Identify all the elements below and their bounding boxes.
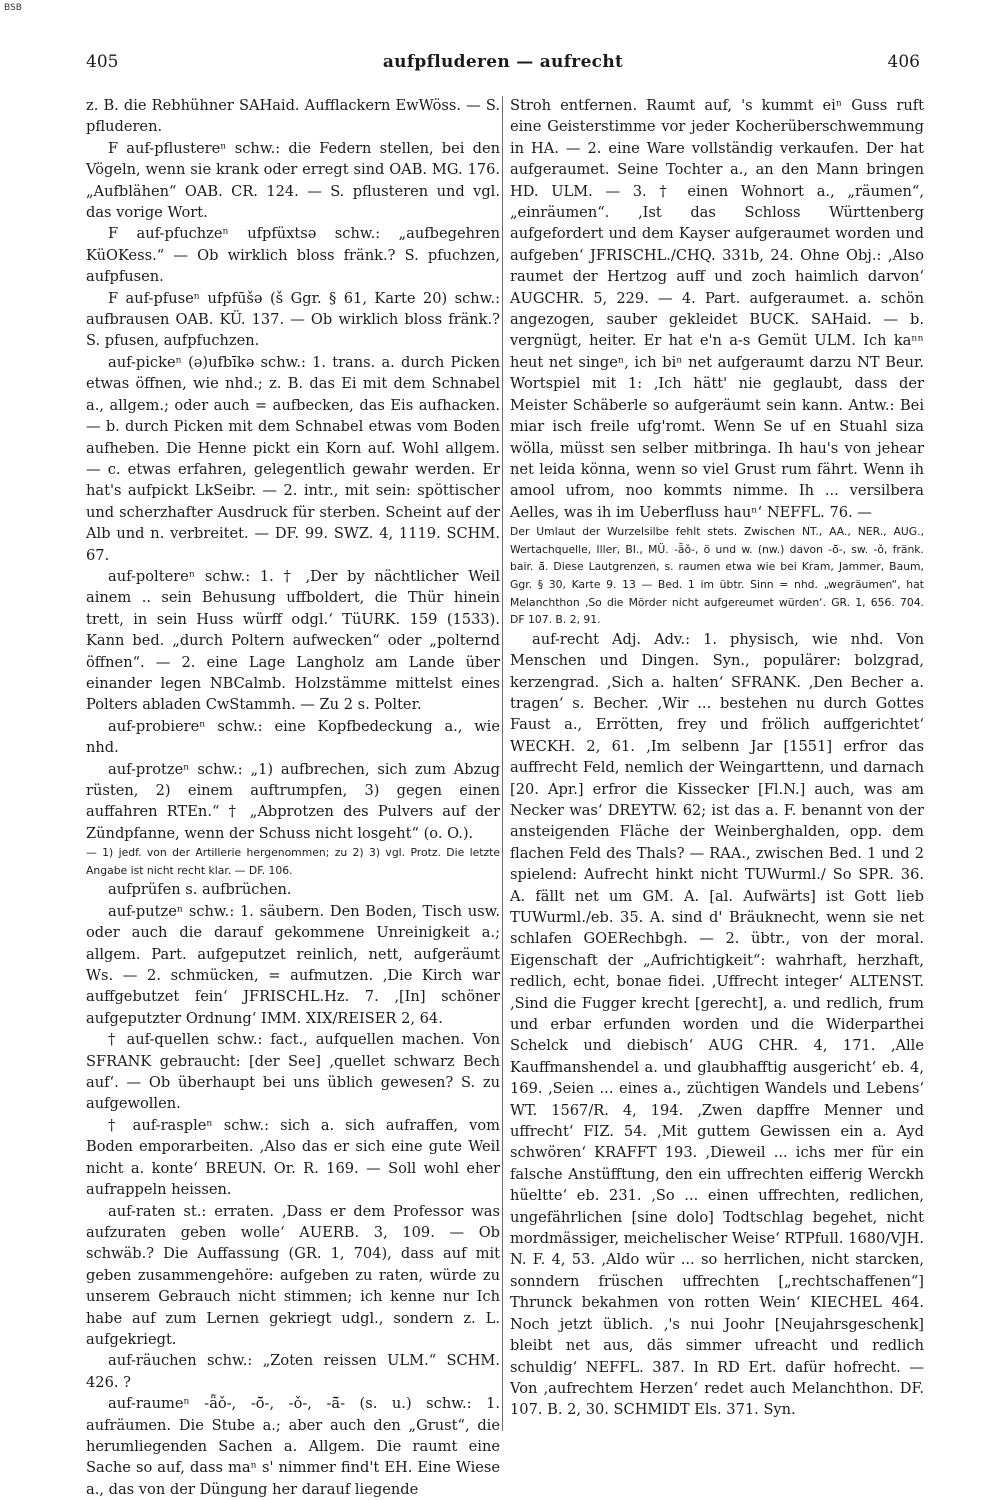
left-column	[86, 95, 500, 1498]
entry: auf-räuchen schw.: „Zoten reissen ULM.“ SCHM. 426. ?	[86, 1352, 500, 1391]
entry-note: — 1) jedf. von der Artillerie hergenommen; zu 2) 3) vgl. Protz. Die letzte Angabe ist nicht recht klar. — DF. 106.	[86, 846, 500, 877]
left-page-number: 405	[86, 52, 119, 72]
entry: F auf-pflustereⁿ schw.: die Federn stellen, bei den Vögeln, wenn sie krank oder erregt sind OAB. MG. 176. „Aufblähen“ OAB. CR. 124. — S. pflusteren und vgl. das vorige Wort.	[86, 139, 500, 222]
entry: auf-raten st.: erraten. ‚Dass er dem Professor was aufzuraten geben wolle‘ AUERB. 3, 109. — Ob schwäb.? Die Auffassung (GR. 1, 704), dass auf mit geben zusammengehöre: aufgeben zu raten, würde zu unserem Gebrauch nicht stimmen; ich kenne nur Ich habe auf zum Lernen gekriegt udgl., sondern z. L. aufgekriegt.	[86, 1202, 500, 1348]
entry-note: Der Umlaut der Wurzelsilbe fehlt stets. Zwischen NT., AA., NER., AUG., Wertachquelle, Iller, BI., MÜ. -ǟǒ-, ö und w. (nw.) davon -ō̆-, sw. -ǒ, fränk. bair. ā̆. Diese Lautgrenzen, s. raumen etwa wie bei Kram, Jammer, Baum, Ggr. § 30, Karte 9. 13 — Bed. 1 im übtr. Sinn = nhd. „wegräumen“, hat Melanchthon ‚So die Mörder nicht aufgereumet würden‘. GR. 1, 656. 704. DF 107. B. 2, 91.	[510, 525, 924, 627]
running-title: aufpfluderen — aufrecht	[382, 52, 624, 72]
library-stamp: BSB	[4, 3, 22, 13]
entry: auf-raumeⁿ -ǟǒ-, -ō̆-, -ǒ-, -ā̆- (s. u.) schw.: 1. aufräumen. Die Stube a.; aber auch den „Grust“, die herumliegenden Sachen a. Allgem. Die raumt eine Sache so auf, dass maⁿ s' nimmer find't EH. Eine Wiese a., das von der Düngung her darauf liegende	[86, 1395, 500, 1498]
entry: auf-poltereⁿ schw.: 1. † ‚Der by nächtlicher Weil ainem .. sein Behusung uffboldert, die Thür hinein trett, in sein Huss würff odgl.‘ TüURK. 159 (1533). Kann bed. „durch Poltern aufwecken“ oder „polternd öffnen“. — 2. eine Lage Langholz am Lande über einander legen NBCalmb. Holzstämme mittelst eines Polters abladen CwStammh. — Zu 2 s. Polter.	[86, 567, 500, 714]
entry: † auf-raspleⁿ schw.: sich a. sich aufraffen, vom Boden emporarbeiten. ‚Also das er sich eine gute Weil nicht a. konte‘ BREUN. Or. R. 169. — Soll wohl eher aufrappeln heissen.	[86, 1116, 500, 1199]
entry: aufprüfen s. aufbrüchen.	[108, 881, 292, 899]
column-divider	[502, 96, 503, 1431]
entry: auf-putzeⁿ schw.: 1. säubern. Den Boden, Tisch usw. oder auch die darauf gekommene Unreinigkeit a.; allgem. Part. aufgeputzet reinlich, nett, aufgeräumt Ws. — 2. schmücken, = aufmutzen. ‚Die Kirch war auffgebutzet fein‘ JFRISCHL.Hz. 7. ‚[In] schöner aufgeputzter Ordnung‘ IMM. XIX/REISER 2, 64.	[86, 902, 500, 1027]
right-column	[510, 95, 924, 1430]
entry: auf-probiereⁿ schw.: eine Kopfbedeckung a., wie nhd.	[86, 717, 500, 757]
entry: Stroh entfernen. Raumt auf, 's kummt eiⁿ Guss ruft eine Geisterstimme vor jeder Kocherüberschwemmung in HA. — 2. eine Ware vollständig verkaufen. Der hat aufgeraumet. Seine Tochter a., an den Mann bringen HD. ULM. — 3. † einen Wohnort a., „räumen“, „einräumen“. ‚Ist das Schloss Württenberg aufgefordert und dem Kayser aufgeraumet worden und aufgeben‘ JFRISCHL./CHQ. 331b, 24. Ohne Obj.: ‚Also raumet der Hertzog auff und zoch haimlich darvon‘ AUGCHR. 5, 229. — 4. Part. aufgeraumet. a. schön angezogen, sauber gekleidet BUCK. SAHaid. — b. vergnügt, heiter. Er hat e'n a-s Gemüt ULM. Ich kaⁿⁿ heut net singeⁿ, ich biⁿ net aufgeraumt darzu NT Beur. Wortspiel mit 1: ‚Ich hätt' nie geglaubt, dass der Meister Schäberle so aufgeräumt sein kann. Antw.: Bei miar isch freile ufg'romt. Wenn Se uf en Stuahl siza wölla, müsst sen selber mitbringa. Ih hau's von jehear net leida könna, wenn so viel Grust rum fährt. Wenn ih amool ufrom, noo kommts nimme. Ih ... versilbera Aelles, was ih im Ueberfluss hauⁿ‘ NEFFL. 76. —	[510, 97, 924, 521]
right-page-number: 406	[887, 52, 920, 72]
entry: F auf-pfuseⁿ ufpfūšə (š Ggr. § 61, Karte 20) schw.: aufbrausen OAB. KÜ. 137. — Ob wirklich bloss fränk.? S. pfusen, aufpfuchzen.	[86, 289, 500, 350]
entry: auf-pickeⁿ (ə)ufbīkə schw.: 1. trans. a. durch Picken etwas öffnen, wie nhd.; z. B. das Ei mit dem Schnabel a., allgem.; oder auch = aufbecken, das Eis aufhacken. — b. durch Picken mit dem Schnabel etwas vom Boden aufheben. Die Henne pickt ein Korn auf. Wohl allgem. — c. etwas erfahren, gelegentlich gewahr werden. Er hat's aufpickt LkSeibr. — 2. intr., mit sein: spöttischer und scherzhafter Ausdruck für sterben. Scheint auf der Alb und n. verbreitet. — DF. 99. SWZ. 4, 1119. SCHM. 67.	[86, 353, 500, 564]
entry: F auf-pfuchzeⁿ ufpfüxtsə schw.: „aufbegehren KüOKess.“ — Ob wirklich bloss fränk.? S. pfuchzen, aufpfusen.	[86, 225, 500, 286]
entry: auf-protzeⁿ schw.: „1) aufbrechen, sich zum Abzug rüsten, 2) einem auftrumpfen, 3) gegen einen auffahren RTEn.“ † „Abprotzen des Pulvers auf der Zündpfanne, wenn der Schuss nicht losgeht“ (o. O.).	[86, 760, 500, 842]
entry: z. B. die Rebhühner SAHaid. Aufflackern EwWöss. — S. pfluderen.	[86, 97, 500, 136]
entry: auf-recht Adj. Adv.: 1. physisch, wie nhd. Von Menschen und Dingen. Syn., populärer: bolzgrad, kerzengrad. ‚Sich a. halten‘ SFRANK. ‚Den Becher a. tragen‘ s. Becher. ‚Wir ... bestehen nu durch Gottes Faust a., Errötten, frey und frölich auffgerichtet‘ WECKH. 2, 61. ‚Im selbenn Jar [1551] erfror das auffrecht Feld, nemlich der Weingarttenn, und darnach [20. Apr.] erfror die Kissecker [Fl.N.] auch, was am Necker was‘ DREYTW. 62; ist das a. F. benannt von der ansteigenden Fläche der Weinberghalden, opp. dem flachen Feld des Thals? — RAA., zwischen Bed. 1 und 2 spielend: Aufrecht hinkt nicht TUWurml./ So SPR. 36. A. fällt net um GM. A. [al. Aufwärts] ist Gott lieb TUWurml./eb. 35. A. sind d' Bräuknecht, wenn sie net schlafen GOERechbgh. — 2. übtr., von der moral. Eigenschaft der „Aufrichtigkeit“: wahrhaft, herzhaft, redlich, echt, bonae fidei. ‚Uffrecht integer‘ ALTENST. ‚Sind die Fugger krecht [gerecht], a. und redlich, frum und erbar erfunden worden und die Widerparthei Schelck und diebisch‘ AUG CHR. 4, 171. ‚Alle Kauffmanshendel a. und glaubhafftig ausgericht‘ eb. 4, 169. ‚Seien ... eines a., züchtigen Wandels und Lebens‘ WT. 1567/R. 4, 194. ‚Zwen dapffre Menner und uffrecht‘ FIZ. 54. ‚Mit guttem Gewissen ein a. Ayd schwören‘ KRAFFT 193. ‚Dieweil ... ichs mer für ein falsche Anstüfftung, den ein uffrechten eifferig Werckh hüeltte‘ eb. 231. ‚So ... einen uffrechten, redlichen, ungefährlichen [sine dolo] Todtschlag begehet, nicht mordmässiger, meichelischer Weise‘ RTPfull. 1680/VJH. N. F. 4, 53. ‚Aldo wür ... so herrlichen, nicht starcken, sonndern früschen uffrechten [„rechtschaffenen“] Thrunck bekahmen von rotten Wein‘ KIECHEL 464. Noch jetzt üblich. ‚'s nui Joohr [Neujahrsgeschenk] bleibt net aus, däs simmer ufreacht und redlich schuldig‘ NEFFL. 387. In RD Ert. dafür hofrecht. — Von ‚aufrechtem Herzen‘ redet auch Melanchthon. DF. 107. B. 2, 30. SCHMIDT Els. 371. Syn.	[510, 630, 924, 1419]
page-header	[86, 52, 920, 78]
entry: † auf-quellen schw.: fact., aufquellen machen. Von SFRANK gebraucht: [der See] ‚quellet schwarz Bech auf‘. — Ob überhaupt bei uns üblich gewesen? S. zu aufgewollen.	[86, 1031, 500, 1113]
